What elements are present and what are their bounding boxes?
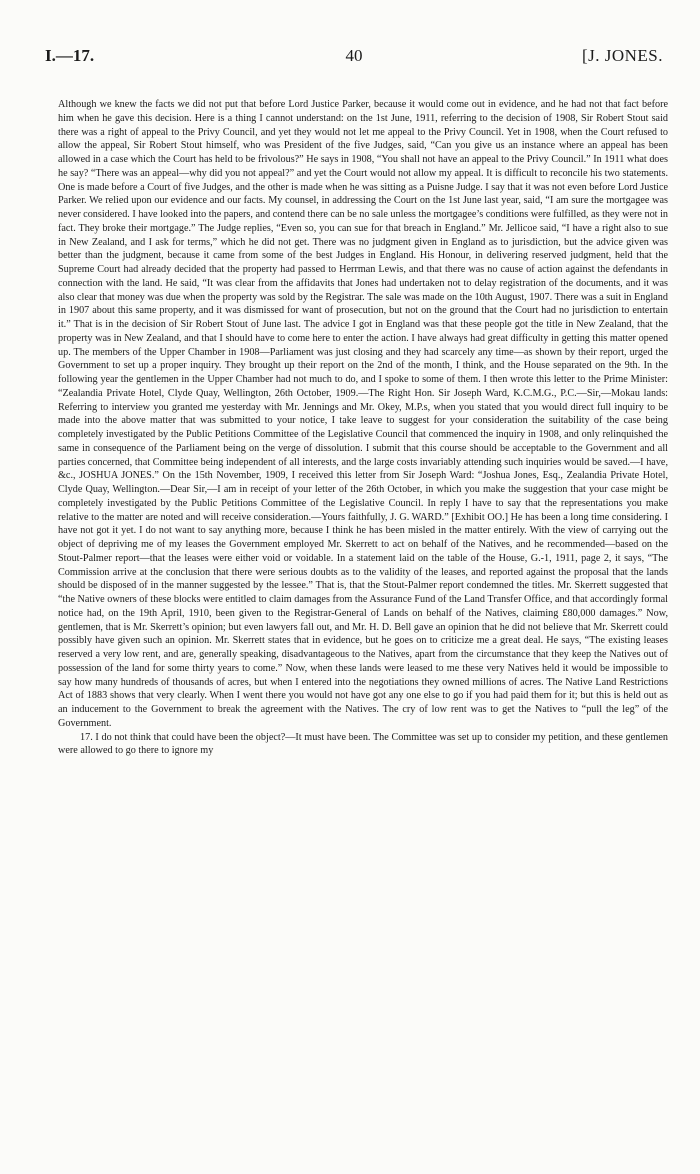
- paper-reference: I.—17.: [45, 46, 95, 65]
- body-text: [58, 98, 668, 758]
- paragraph-testimony: Although we knew the facts we did not put that before Lord Justice Parker, because it would come out in evidence, and he had not that fact before him when he gave this decision. Here is a thing I cannot understand: on the 1st June, 1911, referring to the decision of 1908, Sir Robert Stout said there was a right of appeal to the Privy Council, and yet they would not let me appeal to the Privy Council. Yet in 1908, when the Court refused to allow the appeal, Sir Robert Stout himself, who was President of the five Judges, said, “Can you give us an instance where an appeal has been allowed in a case which the Court has held to be frivolous?” He says in 1908, “You shall not have an appeal to the Privy Council.” In 1911 what does he say? “There was an appeal—why did you not appeal?” and yet the Court would not allow my appeal. It is difficult to reconcile his two statements. One is made before a Court of five Judges, and the other is made when he was sitting as a Puisne Judge. I say that it was not even before Lord Justice Parker. We relied upon our evidence and our facts. My counsel, in addressing the Court on the 1st June last year, said, “I am sure the mortgagee was never considered. I have looked into the papers, and contend there can be no sale unless the mortgagee’s conditions were fulfilled, as they were not in fact. They broke their mortgage.” The Judge replies, “Even so, you can sue for that breach in England.” Mr. Jellicoe said, “I have a right also to sue in New Zealand, and I ask for terms,” which he did not get. There was no judgment given in England as to jurisdiction, but the advice given was better than the judgment, because it came from some of the best Judges in England. His Honour, in delivering reserved judgment, held that the Supreme Court had already decided that the property had passed to Herrman Lewis, and that there was no cause of action against the defendants in connection with the land. He said, “It was clear from the affidavits that Jones had undertaken not to delay registration of the documents, and it was also clear that money was due when the property was sold by the Registrar. The sale was made on the 10th August, 1907. There was a suit in England in 1907 about this same property, and it was dismissed for want of prosecution, but not on the ground that the Court had no jurisdiction to entertain it.” That is in the decision of Sir Robert Stout of June last. The advice I got in England was that these people got the title in New Zealand, that the property was in New Zealand, and that I should have to come here to enter the action. I have always had great difficulty in getting this matter opened up. The members of the Upper Chamber in 1908—Parliament was just closing and they had scarcely any time—as shown by their report, urged the Government to set up a proper inquiry. They brought up their report on the 2nd of the month, I think, and the House separated on the 9th. In the following year the gentlemen in the Upper Chamber had not much to do, and I spoke to some of them. I then wrote this letter to the Prime Minister: “Zealandia Private Hotel, Clyde Quay, Wellington, 26th October, 1909.—The Right Hon. Sir Joseph Ward, K.C.M.G., P.C.—Sir,—Mokau lands: Referring to interview you granted me yesterday with Mr. Jennings and Mr. Okey, M.P.s, when you stated that you would direct full inquiry to be made into the above matter that was submitted to your notice, I take leave to suggest for your consideration the suitability of the case being completely investigated by the Public Petitions Committee of the Legislative Council that commenced the inquiry in 1908, and only relinquished the same in consequence of the Parliament being on the verge of dissolution. I submit that this course should be acceptable to the Government and all parties concerned, that Committee being independent of all interests, and the large costs invariably attending such inquiries would be saved.—I have, &c., JOSHUA JONES.” On the 15th November, 1909, I received this letter from Sir Joseph Ward: “Joshua Jones, Esq., Zealandia Private Hotel, Clyde Quay, Wellington.—Dear Sir,—I am in receipt of your letter of the 26th October, in which you make the suggestion that your case might be completely investigated by the Public Petitions Committee of the Legislative Council. In reply I have to say that the representations you make relative to the matter are noted and will receive consideration.—Yours faithfully, J. G. WARD.” [Exhibit OO.] He has been a long time considering. I have not got it yet. I do not want to say anything more, because I think he has been misled in the matter entirely. With the view of carrying out the object of depriving me of my leases the Government employed Mr. Skerrett to act on behalf of the Natives, and he recommended—based on the Stout-Palmer report—that the leases were either void or voidable. In a statement laid on the table of the House, G.-1, 1911, page 2, it says, “The Commission arrive at the conclusion that there were serious doubts as to the validity of the leases, and reported against the proposal that the lands should be disposed of in the manner suggested by the lessee.” That is, that the Stout-Palmer report condemned the titles. Mr. Skerrett suggested that “the Native owners of these blocks were entitled to claim damages from the Assurance Fund of the Land Transfer Office, and that accordingly formal notice had, on the 19th April, 1910, been given to the Registrar-General of Lands on behalf of the Natives, claiming £80,000 damages.” Now, gentlemen, that is Mr. Skerrett’s opinion; but even lawyers fall out, and Mr. H. D. Bell gave an opinion that he did not believe that Mr. Skerrett could possibly have given such an opinion. Mr. Skerrett states that in evidence, but he goes on to criticize me a great deal. He says, “The existing leases reserved a very low rent, and are, generally speaking, disadvantageous to the Natives, apart from the circumstance that they keep the Natives out of possession of the land for some thirty years to come.” Now, when these lands were leased to me these very Natives held it would be impossible to say how many hundreds of thousands of acres, but when I entered into the negotiations they owned millions of acres. The Native Land Restrictions Act of 1883 shows that very clearly. When I went there you would not have got any one else to go if you had paid them for it; but this is held out as an inducement to the Government to break the agreement with the Natives. The cry of low rent was to get the Natives to “pull the leg” of the Government.: [58, 99, 668, 729]
- witness-name: [J. JONES.: [581, 46, 663, 65]
- page-header: [45, 46, 663, 70]
- paragraph-question-17: 17. I do not think that could have been the object?—It must have been. The Committee was set up to consider my petition, and these gentlemen were allowed to go there to ignore my: [58, 731, 668, 757]
- page-number: 40: [345, 46, 363, 65]
